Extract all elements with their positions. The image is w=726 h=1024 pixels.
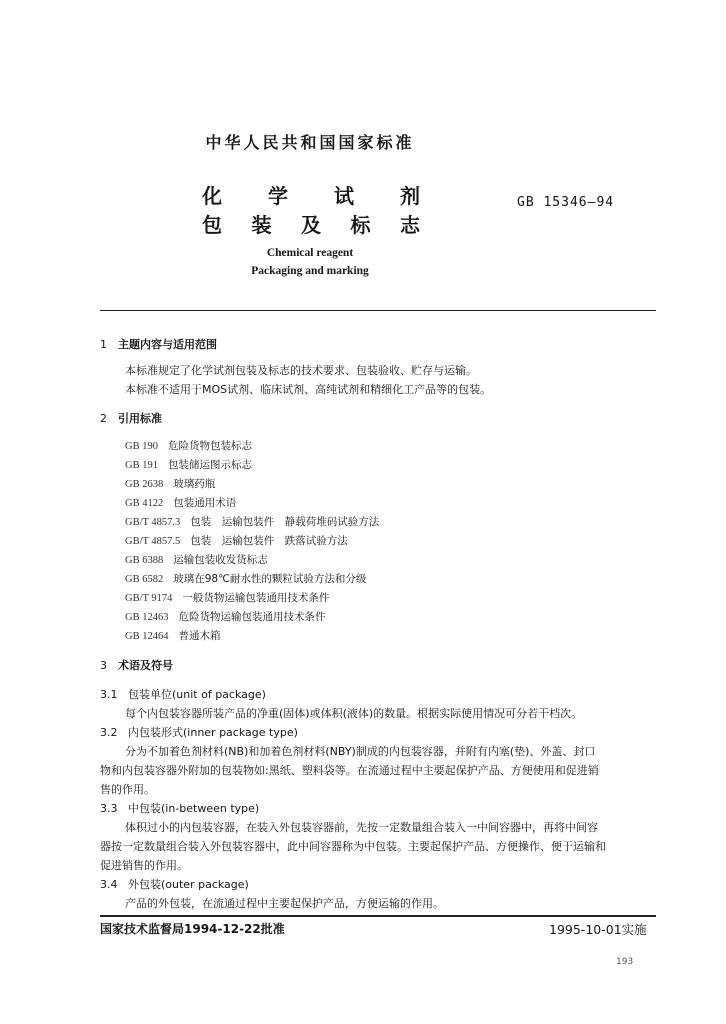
reference-item: [125, 571, 366, 586]
reference-item: [125, 590, 329, 605]
reference-item: [125, 438, 252, 453]
reference-name: 运输包装收发货标志: [173, 554, 268, 566]
term-text: 产品的外包装，在流通过程中主要起保护产品，方便运输的作用。: [125, 897, 444, 910]
term-number: 3.1: [100, 688, 118, 701]
reference-name: 包装 运输包装件 跌落试验方法: [190, 535, 348, 547]
reference-name: 危险货物运输包装通用技术条件: [178, 611, 326, 623]
section-title: 引用标准: [118, 412, 162, 425]
term-text: 促进销售的作用。: [100, 859, 188, 872]
reference-code: GB 2638: [125, 479, 164, 490]
reference-item: [125, 533, 348, 548]
reference-name: 普通木箱: [178, 630, 221, 642]
reference-code: GB 191: [125, 460, 158, 471]
term-text: 每个内包装容器所装产品的净重(固体)或体积(液体)的数量。根据实际使用情况可分若干档次。: [125, 707, 583, 720]
title-char: 志: [400, 213, 420, 237]
reference-code: GB 6582: [125, 574, 164, 585]
reference-item: [125, 457, 252, 472]
footer-divider: [100, 915, 656, 917]
section-1-heading: [100, 336, 217, 352]
header-divider: [100, 310, 656, 311]
term-text: 售的作用。: [100, 783, 155, 796]
paragraph: 本标准不适用于MOS试剂、临床试剂、高纯试剂和精细化工产品等的包装。: [125, 383, 492, 396]
standard-code: GB 15346—94: [517, 195, 615, 210]
term-title: 内包装形式(inner package type): [128, 726, 298, 739]
reference-name: 包装储运图示标志: [167, 459, 252, 471]
reference-item: [125, 476, 215, 491]
term-heading: [100, 686, 266, 702]
term-title: 外包装(outer package): [128, 878, 249, 891]
section-2-heading: [100, 410, 162, 426]
reference-code: GB 6388: [125, 555, 164, 566]
paragraph: 本标准规定了化学试剂包装及标志的技术要求、包装验收、贮存与运输。: [125, 364, 477, 377]
reference-code: GB 12464: [125, 631, 169, 642]
reference-code: GB 4122: [125, 498, 164, 509]
title-line-1: [202, 180, 420, 209]
reference-name: 玻璃药瓶: [173, 478, 216, 490]
term-number: 3.2: [100, 726, 118, 739]
reference-name: 玻璃在98℃耐水性的颗粒试验方法和分级: [173, 573, 367, 585]
term-title: 中包装(in-between type): [128, 802, 260, 815]
term-text: 物和内包装容器外附加的包装物如:黑纸、塑料袋等。在流通过程中主要起保护产品、方便使用和促进销: [100, 764, 599, 777]
reference-code: GB 12463: [125, 612, 169, 623]
section-title: 主题内容与适用范围: [118, 338, 217, 351]
term-heading: [100, 800, 259, 816]
title-char: 及: [301, 213, 321, 237]
title-char: 包: [202, 213, 222, 237]
term-title: 包装单位(unit of package): [128, 688, 266, 701]
reference-code: GB 190: [125, 441, 158, 452]
section-3-heading: [100, 657, 173, 673]
reference-code: GB/T 4857.5: [125, 536, 181, 547]
reference-code: GB/T 4857.3: [125, 517, 181, 528]
term-number: 3.3: [100, 802, 118, 815]
section-number: 1: [100, 338, 107, 351]
title-char: 装: [251, 213, 272, 237]
term-text: 器按一定数量组合装入外包装容器中，此中间容器称为中包装。主要起保护产品、方便操作、便于运输和: [100, 840, 606, 853]
reference-name: 一般货物运输包装通用技术条件: [182, 592, 330, 604]
reference-code: GB/T 9174: [125, 593, 173, 604]
english-title-line-1: Chemical reagent: [266, 247, 354, 259]
title-char: 剂: [400, 184, 420, 208]
term-text: 分为不加着色剂材料(NB)和加着色剂材料(NBY)制成的内包装容器，并附有内塞(垫)、外盖、封口: [125, 745, 596, 758]
reference-item: [125, 609, 325, 624]
reference-item: [125, 628, 220, 643]
national-standard-heading: 中华人民共和国国家标准: [205, 133, 415, 152]
reference-name: 包装 运输包装件 静载荷堆码试验方法: [190, 516, 380, 528]
section-title: 术语及符号: [118, 659, 173, 672]
title-char: 化: [202, 184, 222, 208]
title-char: 标: [350, 213, 371, 237]
reference-item: [125, 495, 236, 510]
page-number: 193: [616, 957, 634, 967]
reference-item: [125, 514, 379, 529]
approval-note: 国家技术监督局1994-12-22批准: [100, 922, 285, 936]
english-title-line-2: Packaging and marking: [251, 265, 369, 277]
effective-date: 1995-10-01实施: [549, 922, 647, 937]
title-line-2: [202, 209, 420, 238]
term-heading: [100, 724, 298, 740]
section-number: 3: [100, 659, 107, 672]
title-char: 学: [268, 184, 288, 208]
term-heading: [100, 876, 249, 892]
section-number: 2: [100, 412, 107, 425]
term-number: 3.4: [100, 878, 118, 891]
title-char: 试: [334, 184, 354, 208]
reference-name: 包装通用术语: [173, 497, 237, 509]
reference-item: [125, 552, 268, 567]
term-text: 体积过小的内包装容器，在装入外包装容器前，先按一定数量组合装入一中间容器中，再将中间容: [125, 821, 598, 834]
reference-name: 危险货物包装标志: [167, 440, 252, 452]
